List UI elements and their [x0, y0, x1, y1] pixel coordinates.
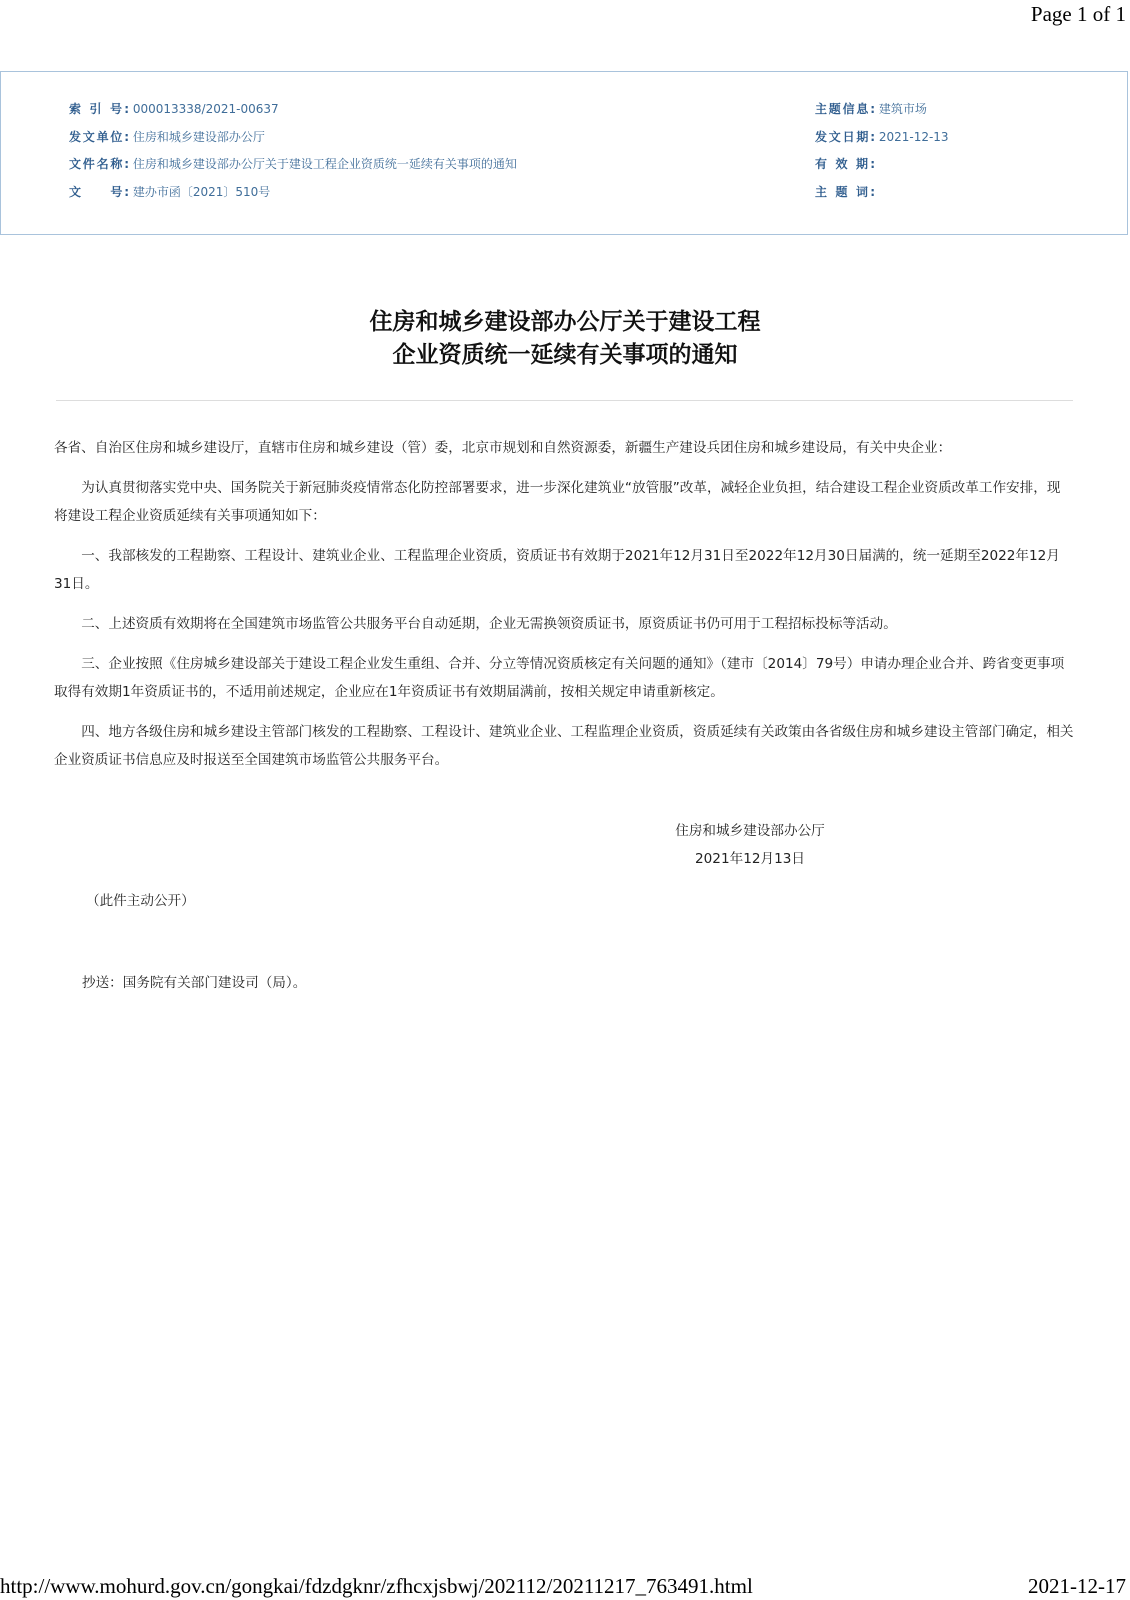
body-paragraph: 一、我部核发的工程勘察、工程设计、建筑业企业、工程监理企业资质，资质证书有效期于2021年12月31日至2022年12月30日届满的，统一延期至2022年12月31日。: [54, 548, 1060, 592]
metadata-row-subject: [815, 96, 949, 124]
metadata-label: 文 号:: [69, 184, 129, 199]
footer-url: http://www.mohurd.gov.cn/gongkai/fdzdgknr/zfhcxjsbwj/202112/20211217_763491.html: [0, 1574, 753, 1598]
footer-date: 2021-12-17: [1028, 1574, 1126, 1598]
metadata-value: 住房和城乡建设部办公厅关于建设工程企业资质统一延续有关事项的通知: [132, 157, 517, 171]
signature-date: 2021年12月13日: [695, 851, 805, 867]
metadata-row-document-number: [69, 179, 517, 207]
metadata-row-keywords: [815, 179, 949, 207]
body-paragraph: 四、地方各级住房和城乡建设主管部门核发的工程勘察、工程设计、建筑业企业、工程监理企业资质，资质延续有关政策由各省级住房和城乡建设主管部门确定，相关企业资质证书信息应及时报送至全国建筑市场监管公共服务平台。: [54, 724, 1074, 768]
document-title-line-1: 住房和城乡建设部办公厅关于建设工程: [369, 309, 761, 335]
metadata-label: 主题信息:: [815, 102, 875, 116]
metadata-label: 索 引 号:: [69, 102, 129, 116]
metadata-right-column: [815, 96, 949, 206]
metadata-row-issuing-unit: [69, 124, 517, 152]
metadata-label: 主 题 词:: [815, 184, 875, 199]
metadata-row-issue-date: [815, 124, 949, 152]
metadata-label: 文件名称:: [69, 157, 129, 171]
document-title: [0, 306, 1130, 372]
metadata-label: 有 效 期:: [815, 157, 875, 171]
metadata-left-column: [69, 96, 517, 206]
salutation: 各省、自治区住房和城乡建设厅，直辖市住房和城乡建设（管）委，北京市规划和自然资源委，新疆生产建设兵团住房和城乡建设局，有关中央企业：: [54, 440, 952, 456]
body-paragraph: 为认真贯彻落实党中央、国务院关于新冠肺炎疫情常态化防控部署要求，进一步深化建筑业“放管服”改革，减轻企业负担，结合建设工程企业资质改革工作安排，现将建设工程企业资质延续有关事项通知如下：: [54, 480, 1061, 524]
page-number-label: Page 1 of 1: [1030, 2, 1126, 26]
document-title-line-2: 企业资质统一延续有关事项的通知: [392, 342, 738, 368]
metadata-row-document-name: [69, 151, 517, 179]
metadata-value: 住房和城乡建设部办公厅: [132, 129, 265, 144]
public-disclosure-note: （此件主动公开）: [86, 893, 195, 909]
body-paragraph: 三、企业按照《住房城乡建设部关于建设工程企业发生重组、合并、分立等情况资质核定有关问题的通知》（建市〔2014〕79号）申请办理企业合并、跨省变更事项取得有效期1年资质证书的，不适用前述规定，企业应在1年资质证书有效期届满前，按相关规定申请重新核定。: [54, 656, 1065, 700]
body-paragraph: 二、上述资质有效期将在全国建筑市场监管公共服务平台自动延期，企业无需换领资质证书，原资质证书仍可用于工程招标投标等活动。: [81, 616, 897, 632]
metadata-label: 发文日期:: [815, 129, 875, 144]
carbon-copy-line: 抄送：国务院有关部门建设司（局）。: [82, 975, 307, 991]
metadata-value: 建筑市场: [878, 102, 927, 116]
metadata-value: 建办市函〔2021〕510号: [132, 184, 271, 199]
title-divider: [56, 400, 1073, 401]
metadata-label: 发文单位:: [69, 129, 129, 144]
metadata-row-index-number: [69, 96, 517, 124]
signature-block: [640, 817, 860, 873]
metadata-value: 2021-12-13: [878, 129, 949, 144]
document-metadata-panel: [0, 71, 1128, 235]
document-body: [54, 434, 1074, 786]
signature-organization: 住房和城乡建设部办公厅: [675, 823, 825, 839]
metadata-row-validity: [815, 151, 949, 179]
metadata-value: 000013338/2021-00637: [132, 102, 279, 116]
